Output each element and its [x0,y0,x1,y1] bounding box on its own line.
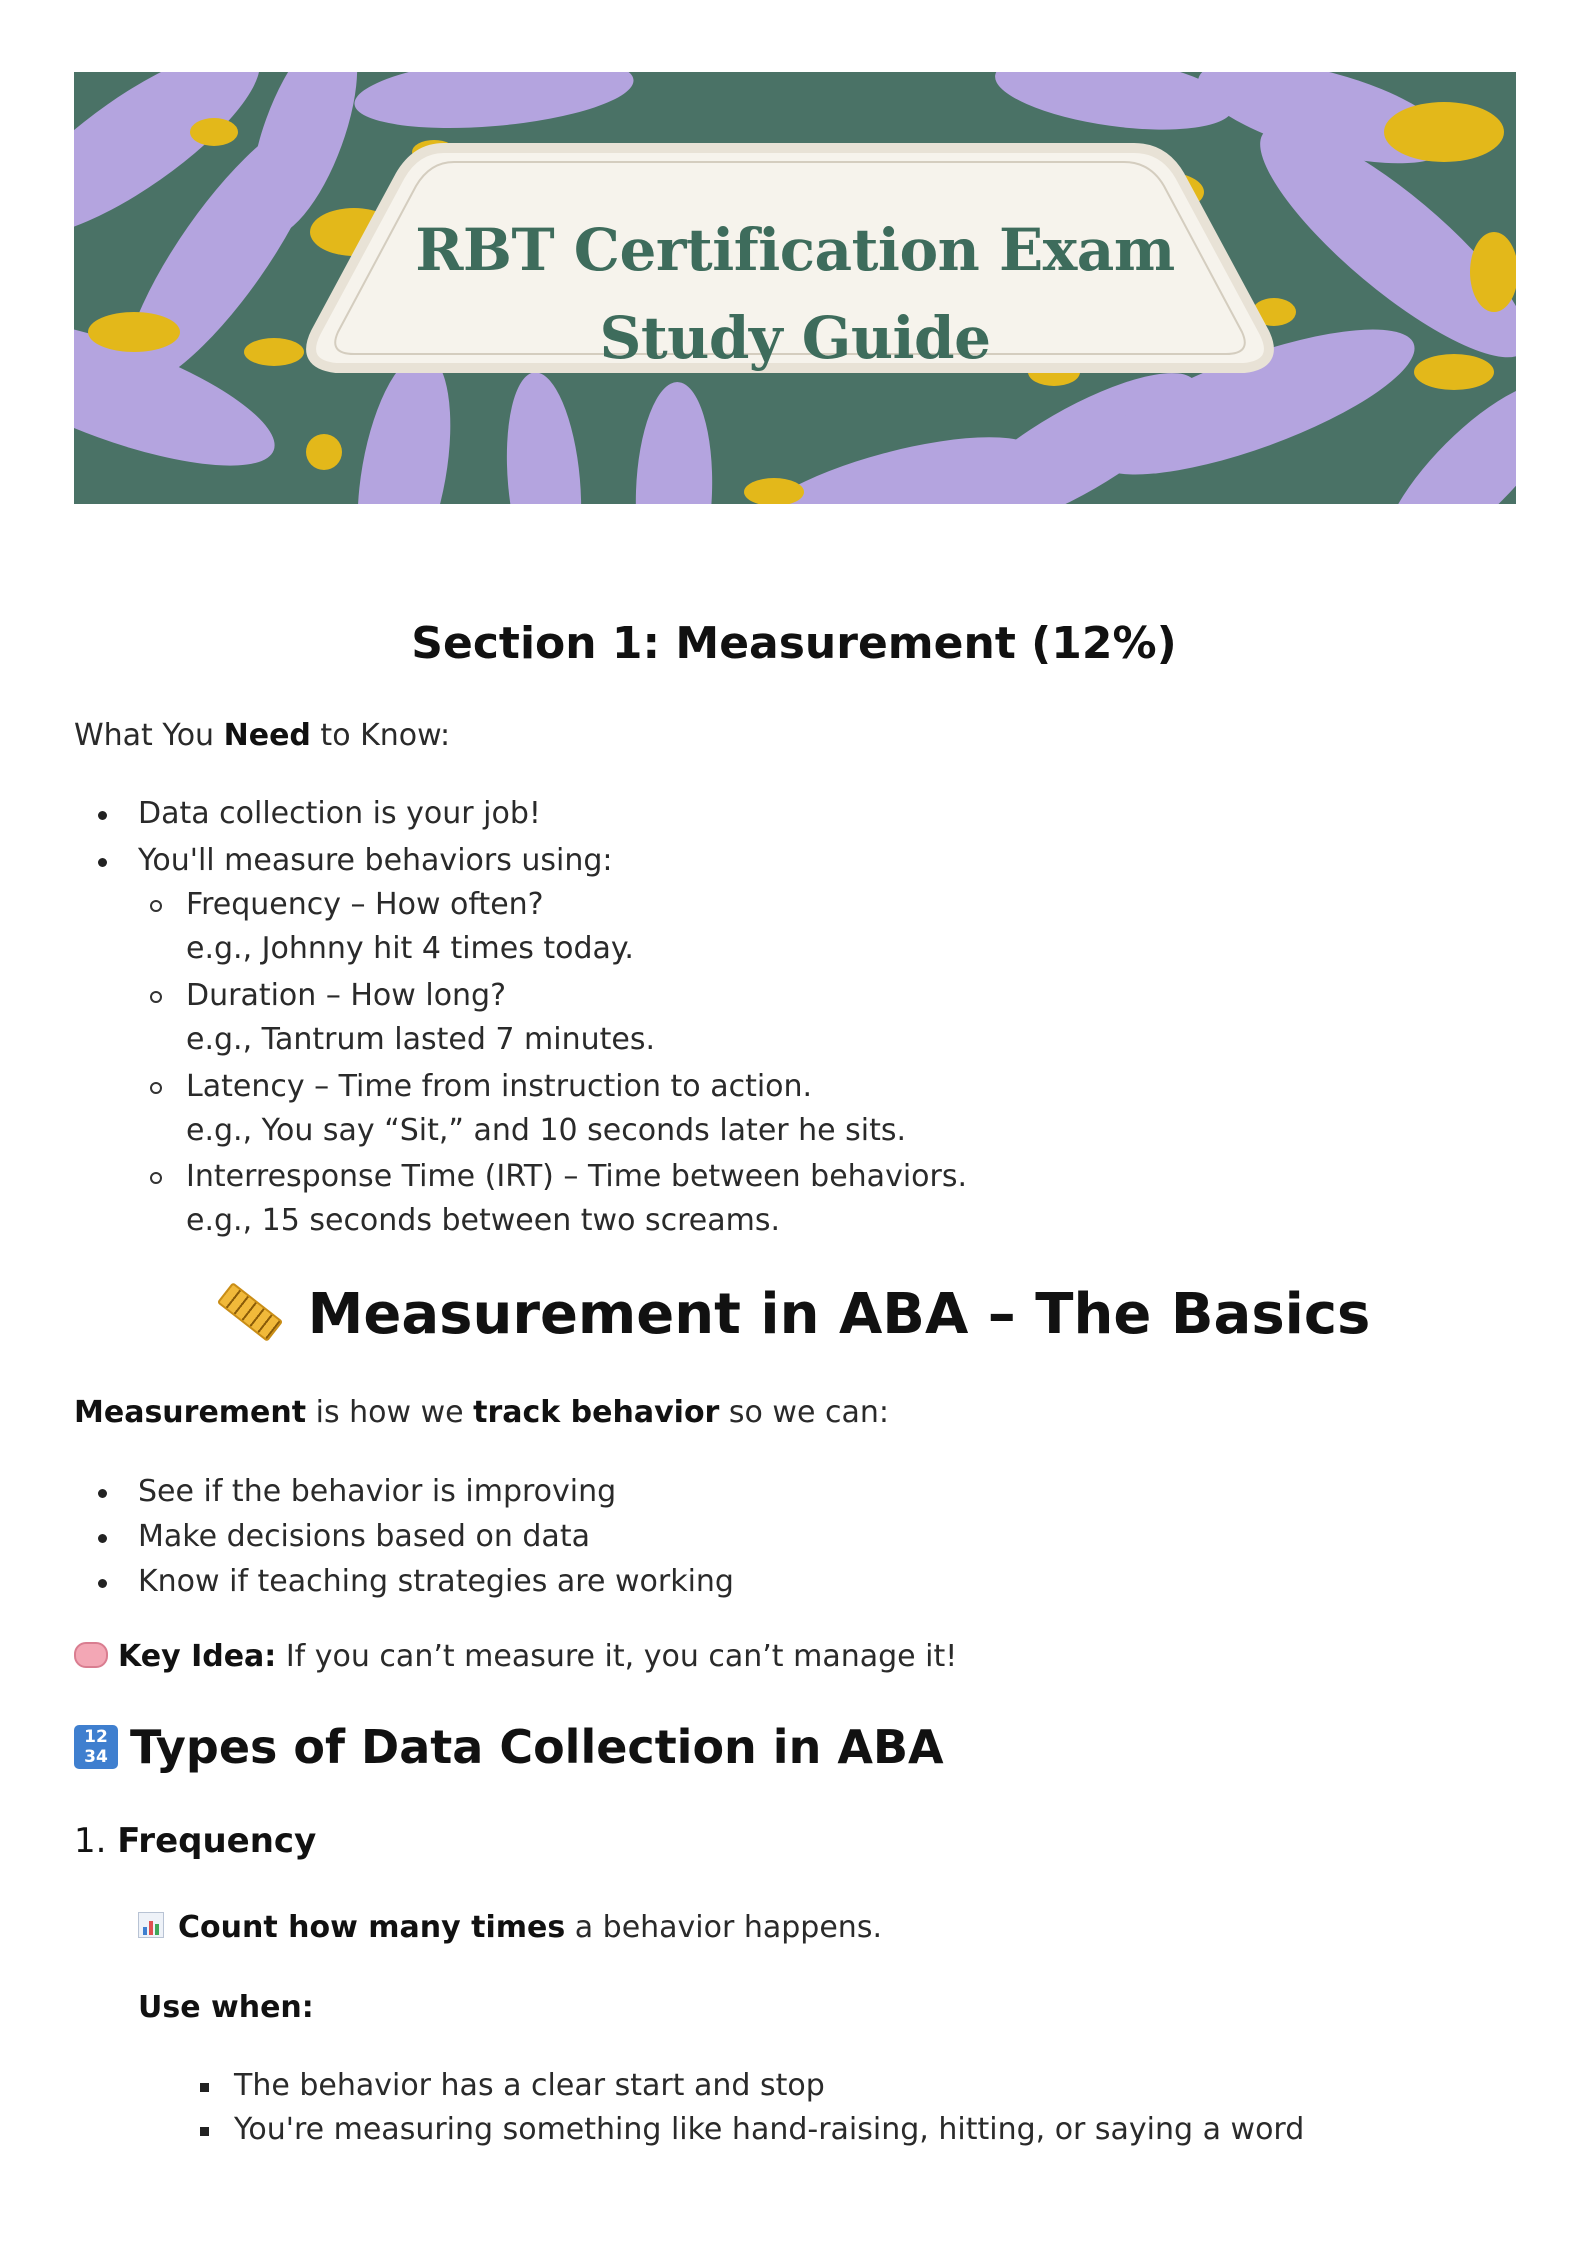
list-item: The behavior has a clear start and stop [234,2068,825,2103]
sub-item-label: Interresponse Time (IRT) – Time between behaviors. [186,1159,968,1194]
header-banner [74,72,1516,504]
key-idea [74,1639,957,1674]
sub-list-item [186,974,655,1062]
intro-end: so we can: [719,1395,889,1430]
basics-heading-text: Measurement in ABA – The Basics [307,1282,1371,1347]
sub-item-label: Latency – Time from instruction to action. [186,1069,813,1104]
sub-item-example: e.g., Tantrum lasted 7 minutes. [186,1022,656,1057]
intro-mid: is how we [306,1395,474,1430]
list-item: Data collection is your job! [138,796,541,831]
brain-icon [74,1642,108,1668]
frequency-heading [74,1821,316,1861]
key-idea-label: Key Idea: [118,1639,277,1674]
types-heading-text: Types of Data Collection in ABA [130,1720,944,1774]
bar-chart-icon [138,1912,164,1938]
sub-list-item [186,883,634,971]
desc-rest: a behavior happens. [565,1910,882,1945]
intro-bold-measurement: Measurement [74,1395,307,1430]
list-item: You're measuring something like hand-raising, hitting, or saying a word [234,2112,1305,2147]
desc-bold: Count how many times [178,1910,566,1945]
list-item: You'll measure behaviors using: [138,843,613,878]
basics-intro [74,1395,889,1430]
list-item: Make decisions based on data [138,1519,590,1554]
need-to-know-intro [74,718,450,753]
sub-item-label: Duration – How long? [186,978,507,1013]
banner-title-line1: RBT Certification Exam [415,216,1175,284]
section-title: Section 1: Measurement (12%) [411,618,1177,669]
intro-bold: Need [223,718,311,753]
types-heading [74,1720,944,1774]
sub-item-example: e.g., 15 seconds between two screams. [186,1203,780,1238]
list-item: See if the behavior is improving [138,1474,617,1509]
intro-suffix: to Know: [310,718,451,753]
ruler-icon [216,1282,282,1342]
sub-list-item [186,1155,967,1243]
sub-item-label: Frequency – How often? [186,887,544,922]
numbers-icon: 12 34 [74,1725,118,1769]
intro-bold-track: track behavior [473,1395,720,1430]
banner-title-line2: Study Guide [599,304,991,372]
item-title: Frequency [117,1821,317,1861]
key-idea-text: If you can’t measure it, you can’t manage it! [276,1639,958,1674]
sub-list-item [186,1065,906,1153]
use-when-label: Use when: [138,1990,314,2025]
banner-pattern [74,72,1516,504]
list-item: Know if teaching strategies are working [138,1564,734,1599]
sub-item-example: e.g., Johnny hit 4 times today. [186,931,634,966]
sub-item-example: e.g., You say “Sit,” and 10 seconds later he sits. [186,1113,907,1148]
frequency-description [138,1910,882,1945]
intro-prefix: What You [74,718,224,753]
basics-heading [0,1282,1588,1347]
item-number: 1. [74,1821,118,1861]
